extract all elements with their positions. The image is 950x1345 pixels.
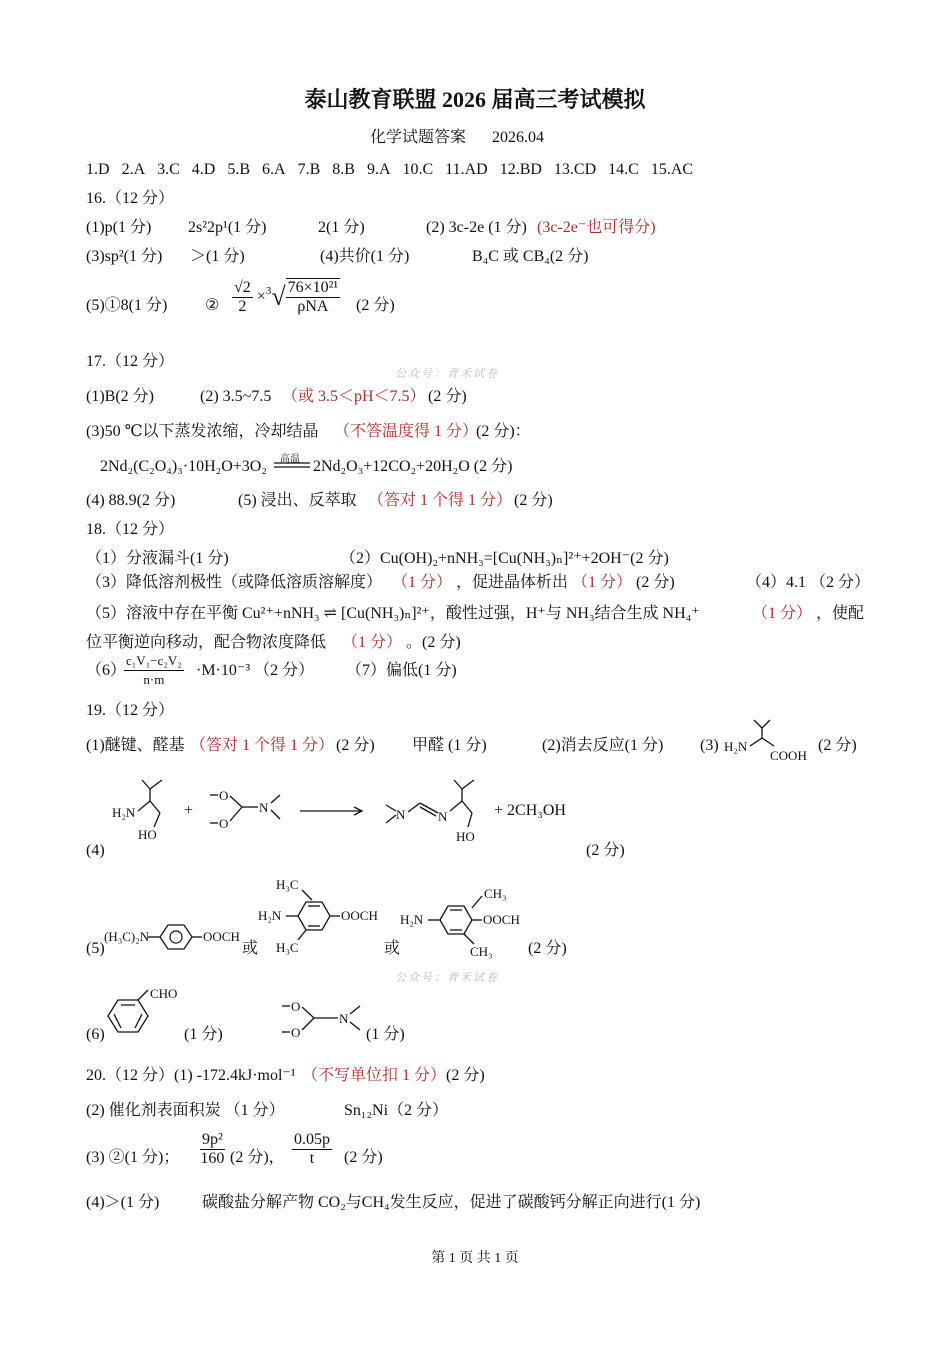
q18-5b: ，使配 xyxy=(816,605,865,622)
q16-2-note: (3c-2e⁻也可得分) xyxy=(537,219,656,236)
mc-answer: 10.C xyxy=(402,161,434,178)
q16-4a: (4)共价(1 分) xyxy=(320,248,410,265)
mc-answer: 14.C xyxy=(608,161,639,178)
svg-text:OOCH: OOCH xyxy=(341,908,378,923)
q19-6-label: (6) xyxy=(86,1026,105,1043)
svg-text:O: O xyxy=(291,1025,301,1040)
q17-condition: 高温 xyxy=(280,454,300,465)
equals-arrow xyxy=(274,462,310,470)
svg-text:N: N xyxy=(259,800,269,815)
watermark-2: 公众号：青禾试卷 xyxy=(395,972,499,984)
q18-1: （1）分液漏斗(1 分) xyxy=(86,550,229,567)
q20-frac2-numerator: 0.05p xyxy=(294,1131,330,1148)
q17-5a: (5) 浸出、反萃取 xyxy=(238,492,357,509)
q19-3-label: (3) xyxy=(700,737,719,754)
q19-1-note: （答对 1 个得 1 分） xyxy=(190,737,335,754)
q17-3a: (3)50 ℃以下蒸发浓缩，冷却结晶 xyxy=(86,423,319,440)
q18-3-note1: （1 分） xyxy=(392,574,453,591)
mc-answer: 15.AC xyxy=(650,161,694,178)
q20-1b: (2 分) xyxy=(446,1067,485,1084)
q17-3b: (2 分)： xyxy=(476,423,531,440)
q19-4-score: (2 分) xyxy=(586,842,625,859)
q18-5d: 。(2 分) xyxy=(406,634,461,651)
q17-equation-lhs: 2Nd₂(C₂O₄)₃·10H₂O+3O₂ xyxy=(100,458,267,475)
q18-3-note2: （1 分） xyxy=(572,574,633,591)
svg-text:H₃C: H₃C xyxy=(276,940,299,955)
mc-answer: 5.B xyxy=(227,161,251,178)
subtitle xyxy=(370,128,544,148)
q16-5c: (2 分) xyxy=(356,297,395,314)
q20-3c: (2 分) xyxy=(344,1149,383,1166)
svg-text:CH₃: CH₃ xyxy=(470,944,493,959)
q20-frac1-denominator: 160 xyxy=(200,1150,225,1167)
q19-4-product xyxy=(386,775,496,847)
q17-2-note: （或 3.5＜pH＜7.5） xyxy=(282,388,426,405)
q17-5-note: （答对 1 个得 1 分） xyxy=(368,492,513,509)
svg-text:O: O xyxy=(219,788,229,803)
q18-6-label: （6） xyxy=(86,662,127,679)
mc-answers xyxy=(86,160,693,180)
subtitle-text: 化学试题答案 xyxy=(370,129,467,146)
q19-5-structure-c xyxy=(398,876,534,962)
reaction-arrow xyxy=(300,805,366,817)
q20-3-fraction2 xyxy=(292,1131,332,1168)
svg-text:(H₃C)₂N: (H₃C)₂N xyxy=(104,929,150,944)
date: 2026.04 xyxy=(492,129,545,146)
q20-frac1-numerator: 9p² xyxy=(202,1131,223,1148)
q16-2a: (2) 3c-2e (1 分) xyxy=(426,219,527,236)
svg-text:N: N xyxy=(396,807,406,822)
q18-5-note1: （1 分） xyxy=(752,605,813,622)
q19-5-or1: 或 xyxy=(242,940,259,957)
q16-3b: ＞(1 分) xyxy=(190,248,245,265)
q20-frac2-denominator: t xyxy=(309,1150,315,1167)
q18-3c: (2 分) xyxy=(636,574,675,591)
q18-7: （7）偏低(1 分) xyxy=(346,662,457,679)
svg-text:CHO: CHO xyxy=(150,986,178,1001)
q20-2b: Sn₁₂Ni（2 分） xyxy=(344,1102,449,1119)
mc-answer: 6.A xyxy=(262,161,286,178)
svg-text:HO: HO xyxy=(138,827,157,842)
q20-4a: (4)＞(1 分) xyxy=(86,1194,160,1211)
q19-5-structure-b xyxy=(256,872,392,962)
q19-5-or2: 或 xyxy=(384,940,401,957)
mc-answer: 9.A xyxy=(366,161,391,178)
q18-4: （4）4.1 （2 分） xyxy=(746,574,871,591)
q19-4-reactant1 xyxy=(110,775,180,845)
svg-text:H₃C: H₃C xyxy=(276,877,299,892)
q18-3b: ，促进晶体析出 xyxy=(456,574,569,591)
q19-6-structure-b xyxy=(282,998,368,1040)
q20-2a: (2) 催化剂表面积炭 （1 分） xyxy=(86,1102,285,1119)
q19-3-score: (2 分) xyxy=(818,737,857,754)
q20-3-fraction1 xyxy=(200,1131,225,1168)
q16-5-formula: $\frac{√2}{2}$ ×$^3$√ $\frac{\text{76×10²¹}}{\text{ρNA}}$ xyxy=(234,278,339,315)
q19-4-byproduct: + 2CH₃OH xyxy=(494,802,566,819)
svg-text:O: O xyxy=(219,816,229,831)
q19-heading: 19.（12 分） xyxy=(86,702,175,719)
mc-answer: 4.D xyxy=(191,161,216,178)
q18-heading: 18.（12 分） xyxy=(86,521,175,538)
q18-6b: ·M·10⁻³ （2 分） xyxy=(196,662,315,679)
q17-2a: (2) 3.5~7.5 xyxy=(200,388,272,405)
mc-answer: 3.C xyxy=(157,161,180,178)
q20-1-note: （不写单位扣 1 分） xyxy=(302,1067,447,1084)
svg-text:N: N xyxy=(438,809,448,824)
q20-1a: 20.（12 分）(1) -172.4kJ·mol⁻¹ xyxy=(86,1067,296,1084)
q17-1: (1)B(2 分) xyxy=(86,388,154,405)
sqrt2-numerator: √2 xyxy=(234,278,251,296)
q16-5a: (5)①8(1 分) xyxy=(86,297,168,314)
q18-5a: （5）溶液中存在平衡 Cu²⁺+nNH₃ ⇌ [Cu(NH₃)ₙ]²⁺，酸性过强，H⁺与 NH₃结合生成 NH₄⁺ xyxy=(86,605,700,622)
page-footer: 第 1 页 共 1 页 xyxy=(431,1251,519,1266)
q17-heading: 17.（12 分） xyxy=(86,353,175,370)
svg-text:CH₃: CH₃ xyxy=(484,886,507,901)
q17-2b: (2 分) xyxy=(428,388,467,405)
q18-6-fraction xyxy=(124,652,184,689)
q19-5-label: (5) xyxy=(86,940,105,957)
q16-1b: 2s²2p¹(1 分) xyxy=(188,219,267,236)
q16-4b: B₄C 或 CB₄(2 分) xyxy=(472,248,589,265)
svg-text:H₂N: H₂N xyxy=(400,912,424,927)
sqrt2-denominator: 2 xyxy=(238,297,247,315)
svg-text:H₂N: H₂N xyxy=(258,908,282,923)
q16-1c: 2(1 分) xyxy=(318,219,365,236)
q17-4: (4) 88.9(2 分) xyxy=(86,492,176,509)
benzaldehyde-structure xyxy=(102,984,188,1044)
q19-2: (2)消去反应(1 分) xyxy=(542,737,664,754)
watermark: 公众号：青禾试卷 xyxy=(395,368,499,380)
q20-4b: 碳酸盐分解产物 CO₂与CH₄发生反应，促进了碳酸钙分解正向进行(1 分) xyxy=(202,1194,701,1211)
q18-6-denominator: n·m xyxy=(143,672,165,687)
q19-5-structure-a xyxy=(102,918,244,958)
q17-equation-rhs: 2Nd₂O₃+12CO₂+20H₂O (2 分) xyxy=(313,458,513,475)
q18-5c: 位平衡逆向移动，配合物浓度降低 xyxy=(86,634,327,651)
svg-text:N: N xyxy=(339,1011,349,1026)
q16-1a: (1)p(1 分) xyxy=(86,219,152,236)
q17-5b: (2 分) xyxy=(514,492,553,509)
svg-text:HO: HO xyxy=(456,829,475,844)
svg-text:OOCH: OOCH xyxy=(203,929,240,944)
q18-6-numerator: c₁V₁−c₂V₂ xyxy=(124,652,184,671)
q19-1a: (1)醚键、醛基 xyxy=(86,737,185,754)
mc-answer: 7.B xyxy=(297,161,321,178)
svg-text:COOH: COOH xyxy=(770,748,807,763)
mc-answer: 2.A xyxy=(121,161,146,178)
q19-1b: (2 分) xyxy=(336,737,375,754)
cube-root-denominator: ρNA xyxy=(297,298,329,315)
svg-text:O: O xyxy=(291,999,301,1014)
svg-text:H₂N: H₂N xyxy=(724,739,748,754)
q16-5b: ② xyxy=(205,297,220,314)
q19-1c: 甲醛 (1 分) xyxy=(412,737,487,754)
q17-3-note: （不答温度得 1 分） xyxy=(334,423,479,440)
q16-3a: (3)sp²(1 分) xyxy=(86,248,163,265)
mc-answer: 1.D xyxy=(86,161,110,178)
page-title: 泰山教育联盟 2026 届高三考试模拟 xyxy=(304,87,646,112)
mc-answer: 11.AD xyxy=(445,161,488,178)
svg-text:H₂N: H₂N xyxy=(112,805,136,820)
q19-3-structure xyxy=(722,716,812,766)
q18-2: （2）Cu(OH)₂+nNH₃=[Cu(NH₃)ₙ]²⁺+2OH⁻(2 分) xyxy=(340,550,669,567)
mc-answer: 12.BD xyxy=(499,161,542,178)
q19-5-score: (2 分) xyxy=(528,940,567,957)
svg-text:OOCH: OOCH xyxy=(483,912,520,927)
q19-4-reactant2 xyxy=(210,787,290,831)
q16-heading: 16.（12 分） xyxy=(86,190,175,207)
q19-6-score2: (1 分) xyxy=(366,1026,405,1043)
q20-3a: (3) ②(1 分)； xyxy=(86,1149,180,1166)
q18-5-note2: （1 分） xyxy=(342,634,403,651)
q19-4-plus: + xyxy=(184,802,194,819)
q20-3b: (2 分)， xyxy=(230,1149,285,1166)
mc-answer: 8.B xyxy=(332,161,355,178)
cube-root-numerator: 76×10²¹ xyxy=(287,279,339,296)
q19-6-score1: (1 分) xyxy=(184,1026,223,1043)
q19-4-label: (4) xyxy=(86,842,105,859)
q18-3a: （3）降低溶剂极性（或降低溶质溶解度） xyxy=(86,574,383,591)
mc-answer: 13.CD xyxy=(553,161,597,178)
